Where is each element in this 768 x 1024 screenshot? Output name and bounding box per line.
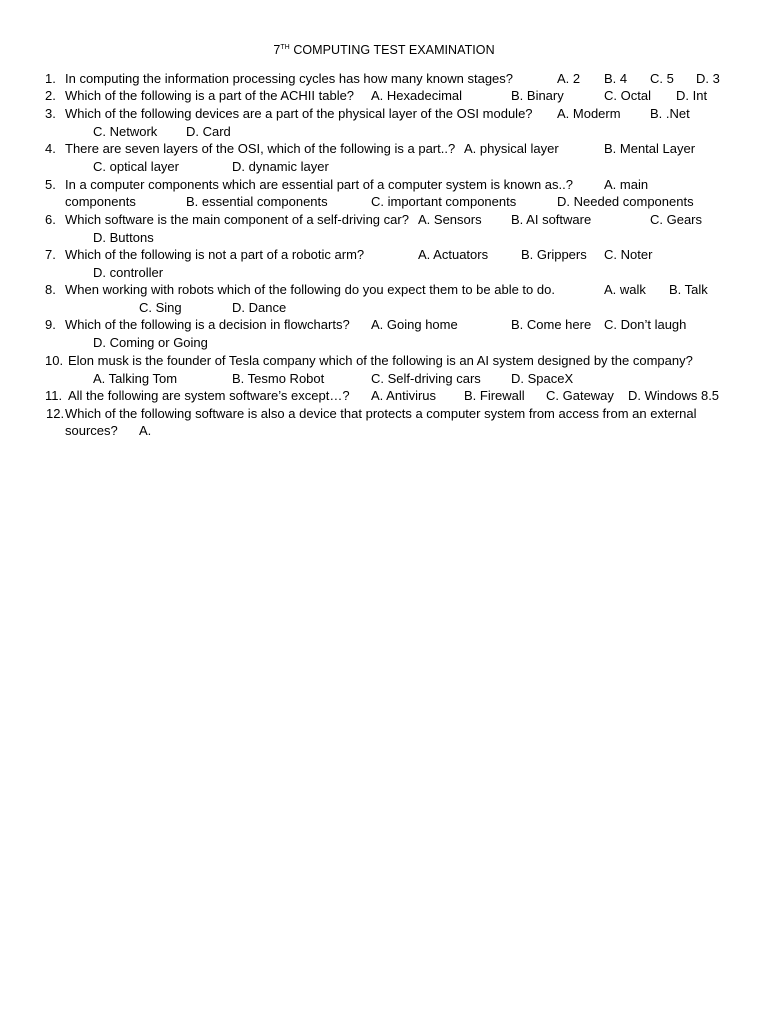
option-c: C. Self-driving cars [371, 371, 481, 386]
option-a: A. Antivirus [371, 388, 437, 403]
option-c: C. Gateway [546, 388, 614, 403]
option-c: C. important components [371, 194, 517, 209]
option-b: B. AI software [511, 212, 592, 227]
question-number: 8. [45, 282, 56, 297]
option-a: A. Moderm [557, 106, 621, 121]
option-a: A. Going home [371, 317, 458, 332]
option-a: A. physical layer [464, 141, 559, 156]
option-d: D. Coming or Going [93, 335, 208, 350]
question-text: Which software is the main component of a self-driving car? [65, 212, 409, 227]
question-number: 4. [45, 141, 56, 156]
question-number: 3. [45, 106, 56, 121]
question-number: 9. [45, 317, 56, 332]
option-a: A. walk [604, 282, 646, 297]
option-c: C. Don’t laugh [604, 317, 687, 332]
option-d: D. Dance [232, 300, 287, 315]
option-d: D. SpaceX [511, 371, 574, 386]
option-d: D. controller [93, 265, 164, 280]
option-b: B. Come here [511, 317, 592, 332]
exam-title [0, 43, 768, 57]
option-a-continued: components [65, 194, 136, 209]
option-b: B. Tesmo Robot [232, 371, 325, 386]
option-b: B. .Net [650, 106, 690, 121]
option-c: C. Gears [650, 212, 703, 227]
question-text: In computing the information processing cycles has how many known stages? [65, 71, 514, 86]
option-d: D. Card [186, 124, 231, 139]
option-c: C. Network [93, 124, 158, 139]
option-b: B. essential components [186, 194, 328, 209]
option-d: D. Needed components [557, 194, 694, 209]
question-text: Elon musk is the founder of Tesla company which of the following is an AI system designed by the company? [68, 353, 693, 368]
question-number: 6. [45, 212, 56, 227]
option-c: C. Noter [604, 247, 653, 262]
question-number: 7. [45, 247, 56, 262]
option-b: B. 4 [604, 71, 628, 86]
question-text-continued: sources? [65, 423, 118, 438]
question-number: 11. [45, 388, 63, 403]
option-a: A. Hexadecimal [371, 88, 463, 103]
question-number: 10. [45, 353, 64, 368]
option-a: A. [139, 423, 152, 438]
title-text: COMPUTING TEST EXAMINATION [293, 43, 495, 57]
option-d: D. Buttons [93, 230, 154, 245]
option-b: B. Firewall [464, 388, 525, 403]
option-a: A. Sensors [418, 212, 482, 227]
option-a: A. Actuators [418, 247, 489, 262]
question-text: When working with robots which of the following do you expect them to be able to do. [65, 282, 555, 297]
option-a: A. main [604, 177, 649, 192]
option-b: B. Talk [669, 282, 708, 297]
question-text: All the following are system software’s except…? [68, 388, 350, 403]
question-number: 5. [45, 177, 56, 192]
question-text: There are seven layers of the OSI, which of the following is a part..? [65, 141, 456, 156]
option-d: D. dynamic layer [232, 159, 329, 174]
option-c: C. Octal [604, 88, 651, 103]
title-superscript: TH [280, 44, 290, 51]
option-c: C. Sing [139, 300, 182, 315]
option-c: C. optical layer [93, 159, 179, 174]
option-b: B. Binary [511, 88, 564, 103]
question-text: Which of the following devices are a part of the physical layer of the OSI module? [65, 106, 533, 121]
question-text: Which of the following is not a part of a robotic arm? [65, 247, 365, 262]
question-text: Which of the following is a decision in flowcharts? [65, 317, 350, 332]
question-number: 12. [46, 406, 65, 421]
question-text: In a computer components which are essential part of a computer system is known as..? [65, 177, 573, 192]
option-d: D. Int [676, 88, 708, 103]
question-number: 1. [45, 71, 56, 86]
option-c: C. 5 [650, 71, 674, 86]
question-text: Which of the following is a part of the ACHII table? [65, 88, 355, 103]
option-d: D. 3 [696, 71, 720, 86]
question-number: 2. [45, 88, 56, 103]
option-a: A. 2 [557, 71, 581, 86]
option-b: B. Mental Layer [604, 141, 696, 156]
option-b: B. Grippers [521, 247, 587, 262]
title-grade: 7 [273, 43, 281, 57]
question-text: Which of the following software is also a device that protects a computer system from access from an external [65, 406, 697, 421]
option-a: A. Talking Tom [93, 371, 178, 386]
option-d: D. Windows 8.5 [628, 388, 720, 403]
